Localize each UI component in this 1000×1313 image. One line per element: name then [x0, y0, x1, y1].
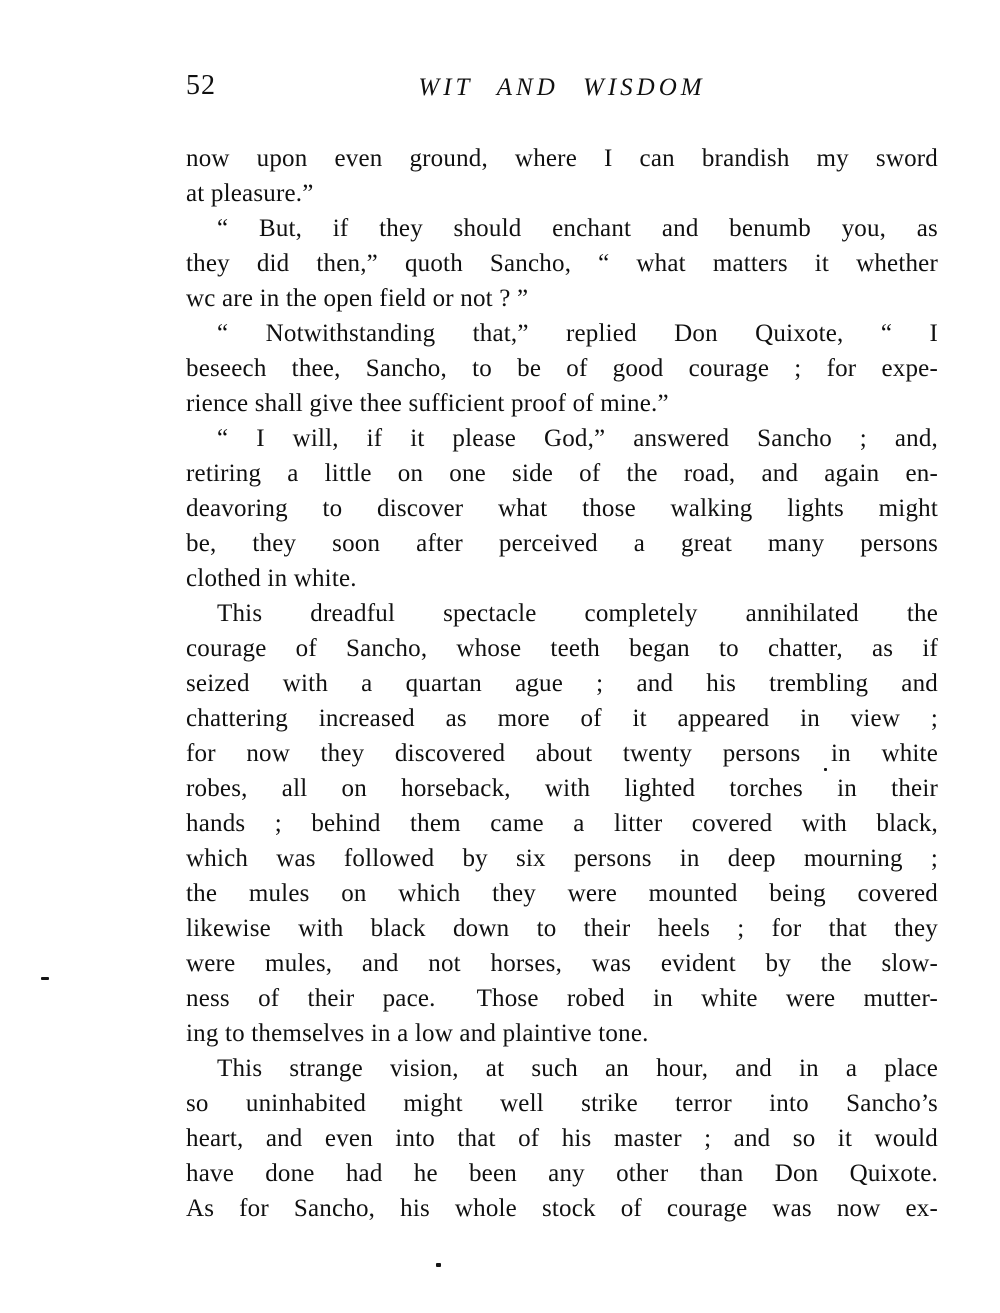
text-line: retiring a little on one side of the road, and again en- [186, 460, 938, 487]
text-line: This strange vision, at such an hour, and in a place [217, 1055, 938, 1082]
text-line: ing to themselves in a low and plaintive tone. [186, 1020, 649, 1047]
text-line: heart, and even into that of his master ; and so it would [186, 1125, 938, 1152]
text-line: seized with a quartan ague ; and his trembling and [186, 670, 938, 697]
text-line: at pleasure.” [186, 180, 314, 207]
text-line: they did then,” quoth Sancho, “ what matters it whether [186, 250, 938, 277]
text-line: clothed in white. [186, 565, 357, 592]
text-line: likewise with black down to their heels ; for that they [186, 915, 938, 942]
running-header-title: WIT AND WISDOM [418, 74, 706, 101]
paragraph [186, 141, 938, 211]
text-line: chattering increased as more of it appeared in view ; [186, 705, 938, 732]
scan-artifact-dot [824, 768, 827, 771]
text-line: deavoring to discover what those walking lights might [186, 495, 938, 522]
text-line: ness of their pace. Those robed in white were mutter- [186, 985, 938, 1012]
text-line: rience shall give thee sufficient proof of mine.” [186, 390, 669, 417]
text-line: have done had he been any other than Don Quixote. [186, 1160, 938, 1187]
paragraph [186, 316, 938, 421]
text-line: which was followed by six persons in deep mourning ; [186, 845, 938, 872]
text-line: the mules on which they were mounted being covered [186, 880, 938, 907]
paragraph [186, 421, 938, 596]
text-line: for now they discovered about twenty persons in white [186, 740, 938, 767]
paragraph [186, 211, 938, 316]
text-line: “ But, if they should enchant and benumb you, as [217, 215, 938, 242]
text-line: now upon even ground, where I can brandish my sword [186, 145, 938, 172]
text-column [186, 141, 938, 1226]
text-line: courage of Sancho, whose teeth began to chatter, as if [186, 635, 938, 662]
text-line: This dreadful spectacle completely annihilated the [217, 600, 938, 627]
text-line: “ I will, if it please God,” answered Sancho ; and, [217, 425, 938, 452]
text-line: so uninhabited might well strike terror into Sancho’s [186, 1090, 938, 1117]
scan-artifact-dash [41, 977, 49, 980]
paragraph [186, 596, 938, 1051]
text-line: robes, all on horseback, with lighted torches in their [186, 775, 938, 802]
text-line: hands ; behind them came a litter covered with black, [186, 810, 938, 837]
text-line: were mules, and not horses, was evident by the slow- [186, 950, 938, 977]
text-line: As for Sancho, his whole stock of courage was now ex- [186, 1195, 938, 1222]
text-line: “ Notwithstanding that,” replied Don Quixote, “ I [217, 320, 938, 347]
text-line: beseech thee, Sancho, to be of good courage ; for expe- [186, 355, 938, 382]
page-number: 52 [186, 70, 216, 101]
scan-artifact-dot [436, 1263, 441, 1267]
paragraph [186, 1051, 938, 1226]
text-line: be, they soon after perceived a great many persons [186, 530, 938, 557]
text-line: wc are in the open field or not ? ” [186, 285, 529, 312]
